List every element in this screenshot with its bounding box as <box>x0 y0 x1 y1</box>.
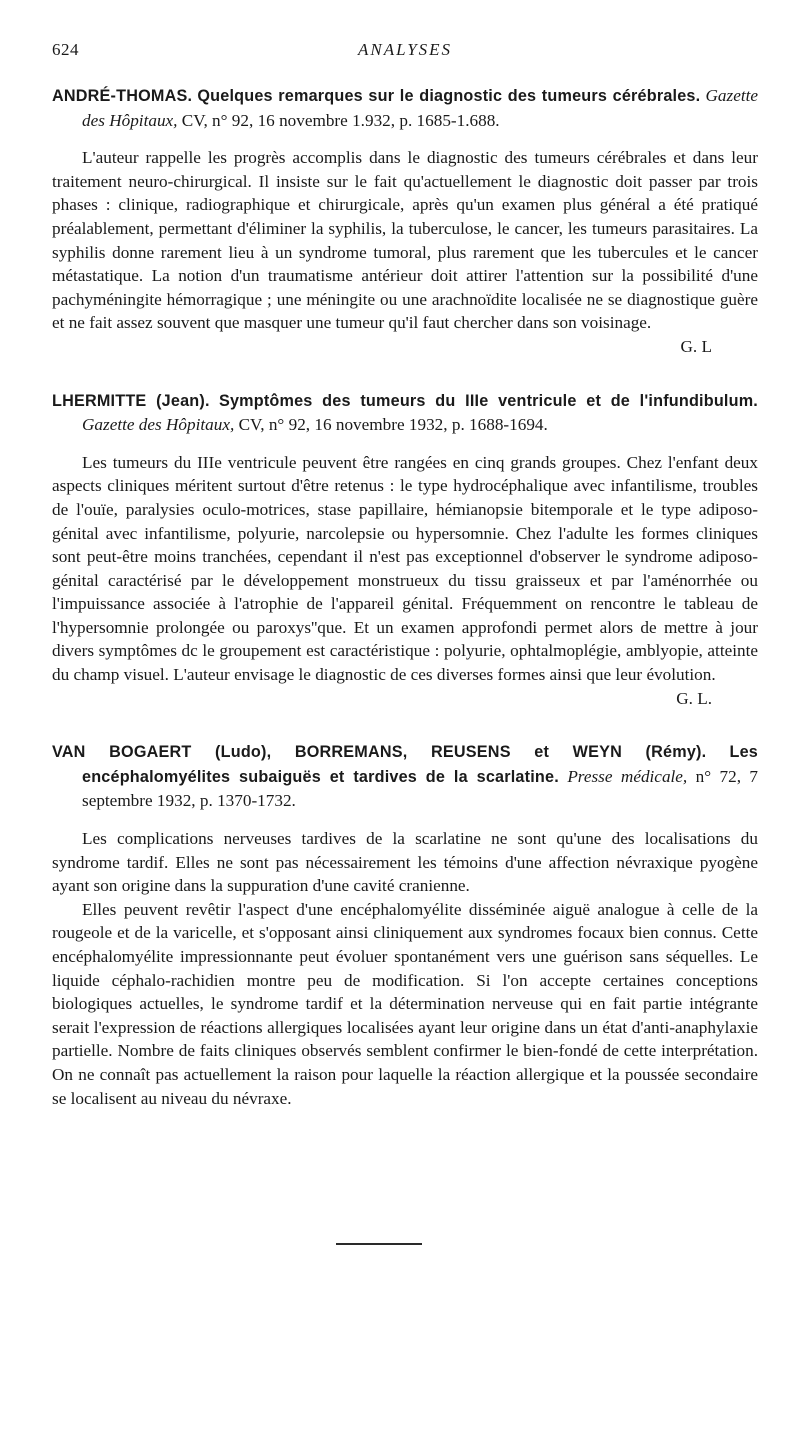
review-van-bogaert <box>52 740 758 1110</box>
review-journal: Gazette des Hôpitaux, <box>82 415 235 435</box>
review-body <box>52 451 758 687</box>
review-paragraph: Les complications nerveuses tardives de la scarlatine ne sont qu'une des localisations du syndrome tardif. Elles ne sont pas nécessairement les témoins d'une affection névraxique pyogène ayant son origine dans la suppuration d'une cavité cranienne. <box>52 829 758 896</box>
review-authors: VAN BOGAERT (Ludo), BORREMANS, REUSENS et WEYN (Rémy). <box>52 743 707 762</box>
journal-page <box>52 38 758 1140</box>
review-lhermitte <box>52 389 758 711</box>
page-number: 624 <box>52 40 79 59</box>
review-paragraph: L'auteur rappelle les progrès accomplis dans le diagnostic des tumeurs cérébrales et dans leur traitement neuro-chirurgical. Il insiste sur le fait qu'actuellement le diagnostic doit passer par trois phases : clinique, radiographique et chirurgicale, après qu'un examen plus général a été pratiqué préalablement, permettant d'éliminer la syphilis, la tuberculose, le cancer, les tumeurs parasitaires. La syphilis donne rarement lieu à un syndrome tumoral, plus rarement que les tubercules et le cancer métastatique. La notion d'un traumatisme antérieur doit attirer l'attention sur la possibilité d'une pachyméningite hémorragique ; une méningite ou une arachnoïdite localisée ne se diagnostique guère et ne fait assez souvent que masquer une tumeur qu'il faut chercher dans son voisinage. <box>52 148 758 333</box>
review-heading <box>52 84 758 132</box>
review-citation: CV, n° 92, 16 novembre 1.932, p. 1685-1.688. <box>181 110 500 130</box>
review-journal: Gazette des Hôpitaux, <box>82 86 759 130</box>
review-journal: Presse médicale, <box>567 766 688 786</box>
review-title: Quelques remarques sur le diagnostic des tumeurs cérébrales. <box>197 87 701 105</box>
review-heading <box>52 740 758 813</box>
review-body <box>52 146 758 335</box>
review-citation: CV, n° 92, 16 novembre 1932, p. 1688-1694. <box>238 415 548 435</box>
review-body <box>52 827 758 1110</box>
review-authors: ANDRÉ-THOMAS. <box>52 87 193 105</box>
review-heading <box>52 389 758 437</box>
review-signature: G. L <box>680 336 712 356</box>
review-andre-thomas <box>52 84 758 359</box>
review-signature: G. L. <box>676 688 712 708</box>
review-title: Symptômes des tumeurs du IIIe ventricule et de l'infundibulum. <box>218 391 758 410</box>
end-rule <box>336 1243 422 1245</box>
section-title: ANALYSES <box>357 40 453 59</box>
review-paragraph: Les tumeurs du IIIe ventricule peuvent être rangées en cinq grands groupes. Chez l'enfant deux aspects cliniques méritent surtout d'être retenus : le type hydrocéphalique avec infantilisme, troubles de l'ouïe, paralysies oculo-motrices, stase papillaire, hémianopsie bitemporale et le type adiposo-génital avec infantilisme, polyurie, narcolepsie ou hypersomnie. Chez l'adulte les formes cliniques sont peut-être moins tranchées, cependant il n'est pas exceptionnel d'observer le syndrome adiposo-génital caractérisé par le développement monstrueux du tissu graisseux et par l'aménorrhée ou l'impuissance associée à l'atrophie de l'appareil génital. Fréquemment on rencontre le tableau de l'hypersomnie prolongée ou paroxys''que. Et un examen approfondi permet alors de mettre à jour divers symptômes dc le groupement est caractéristique : polyurie, ophtalmoplégie, amblyopie, atteinte du champ visuel. L'auteur envisage le diagnostic de ces diverses formes ainsi que leur évolution. <box>52 452 758 685</box>
review-title: Les encéphalomyélites subaiguës et tardives de la scarlatine. <box>82 743 758 786</box>
running-head <box>52 38 758 62</box>
review-paragraph: Elles peuvent revêtir l'aspect d'une encéphalomyélite disséminée aiguë analogue à celle de la rougeole et de la varicelle, et s'opposant ainsi cliniquement aux syndromes focaux bien connus. Cette encéphalomyélite impressionnante peut évoluer spontanément vers une guérison sans séquelles. Le liquide céphalo-rachidien montre peu de modification. Si l'on accepte certaines conceptions biologiques actuelles, le syndrome tardif et la détermination nerveuse qui en fait partie intégrante serait l'expression de réactions allergiques localisées ayant leur origine dans un état d'anti-anaphylaxie partielle. Nombre de faits cliniques observés semblent confirmer le bien-fondé de cette interprétation. On ne connaît pas actuellement la raison pour laquelle la réaction allergique et la poussée secondaire se localisent au niveau du névraxe. <box>52 899 758 1108</box>
review-authors: LHERMITTE (Jean). <box>52 391 210 410</box>
review-citation: n° 72, 7 septembre 1932, p. 1370-1732. <box>82 766 758 811</box>
